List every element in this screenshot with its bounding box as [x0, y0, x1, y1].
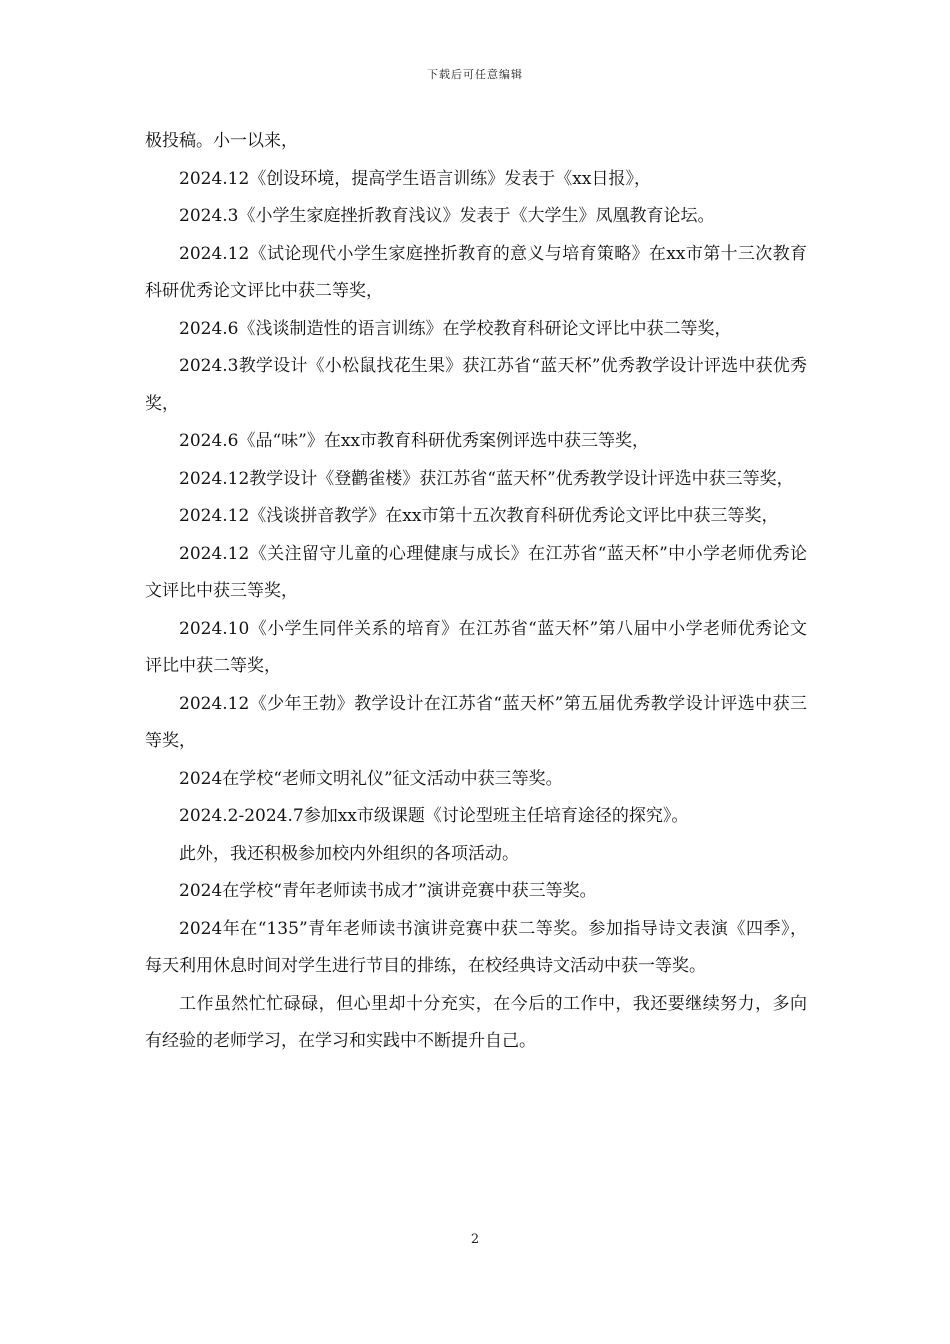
- page-header: 下载后可任意编辑: [427, 68, 523, 81]
- paragraph: 2024在学校“老师文明礼仪”征文活动中获三等奖。: [179, 768, 563, 789]
- paragraph: 2024.6《浅谈制造性的语言训练》在学校教育科研论文评比中获二等奖，: [179, 318, 732, 339]
- paragraph: 2024年在“135”青年老师读书演讲竞赛中获二等奖。参加指导诗文表演《四季》，每天利用休息时间对学生进行节目的排练，在校经典诗文活动中获一等奖。: [145, 918, 807, 976]
- paragraph: 2024.2-2024.7参加xx市级课题《讨论型班主任培育途径的探究》。: [179, 806, 689, 826]
- paragraph: 2024在学校“青年老师读书成才”演讲竞赛中获三等奖。: [179, 881, 597, 901]
- paragraph: 2024.12《试论现代小学生家庭挫折教育的意义与培育策略》在xx市第十三次教育科研优秀论文评比中获二等奖，: [145, 243, 807, 301]
- paragraph: 2024.6《品“味”》在xx市教育科研优秀案例评选中获三等奖，: [179, 431, 650, 451]
- paragraph: 2024.12教学设计《登鹳雀楼》获江苏省“蓝天杯”优秀教学设计评选中获三等奖，: [179, 468, 794, 489]
- paragraph: 极投稿。小一以来，: [145, 131, 298, 151]
- document-body: [145, 123, 807, 1061]
- paragraph: 2024.12《关注留守儿童的心理健康与成长》在江苏省“蓝天杯”中小学老师优秀论文评比中获三等奖，: [145, 543, 807, 601]
- paragraph: 2024.12《少年王勃》教学设计在江苏省“蓝天杯”第五届优秀教学设计评选中获三等奖，: [145, 693, 807, 751]
- paragraph: 此外，我还积极参加校内外组织的各项活动。: [179, 843, 519, 864]
- paragraph: 2024.3《小学生家庭挫折教育浅议》发表于《大学生》凤凰教育论坛。: [179, 206, 715, 226]
- paragraph: 2024.3教学设计《小松鼠找花生果》获江苏省“蓝天杯”优秀教学设计评选中获优秀奖，: [145, 356, 807, 414]
- paragraph: 2024.12《浅谈拼音教学》在xx市第十五次教育科研优秀论文评比中获三等奖，: [179, 506, 779, 526]
- paragraph: 2024.10《小学生同伴关系的培育》在江苏省“蓝天杯”第八届中小学老师优秀论文评比中获二等奖，: [145, 618, 807, 676]
- paragraph: 工作虽然忙忙碌碌，但心里却十分充实，在今后的工作中，我还要继续努力，多向有经验的老师学习，在学习和实践中不断提升自己。: [145, 993, 807, 1051]
- paragraph: 2024.12《创设环境，提高学生语言训练》发表于《xx日报》，: [179, 168, 651, 189]
- page-number: 2: [470, 1232, 480, 1247]
